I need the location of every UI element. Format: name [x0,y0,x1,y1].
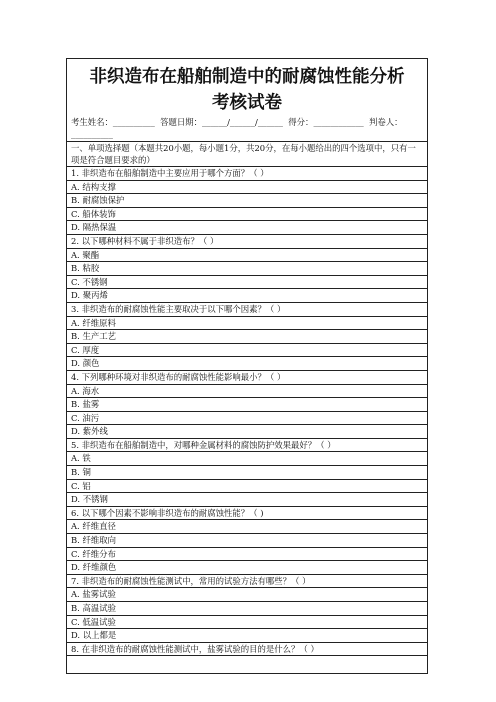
grader-label: 判卷人： [363,117,403,127]
candidate-info [67,116,427,142]
exam-title [67,64,427,116]
answer-option: D. 聚丙烯 [67,289,427,303]
name-blank: __________ [112,117,155,127]
answer-option: D. 紫外线 [67,425,427,439]
answer-option: D. 以上都是 [67,629,427,643]
answer-option: A. 聚酯 [67,249,427,263]
answer-option: D. 颜色 [67,357,427,371]
answer-option: B. 生产工艺 [67,330,427,344]
question-list [67,167,427,656]
question-stem: 1. 非织造布在船舶制造中主要应用于哪个方面？（ ） [67,167,427,181]
answer-option: C. 油污 [67,412,427,426]
answer-option: B. 纤维取向 [67,534,427,548]
answer-option: B. 耐腐蚀保护 [67,194,427,208]
answer-option: A. 海水 [67,385,427,399]
title-line-1: 非织造布在船舶制造中的耐腐蚀性能分析 [89,67,405,87]
answer-option: D. 隔热保温 [67,221,427,235]
answer-option: C. 不锈钢 [67,276,427,290]
question-stem: 3. 非织造布的耐腐蚀性能主要取决于以下哪个因素？（ ） [67,303,427,317]
answer-option: C. 厚度 [67,344,427,358]
question-stem: 7. 非织造布的耐腐蚀性能测试中，常用的试验方法有哪些？（ ） [67,575,427,589]
section-heading: 一、单项选择题（本题共20小题，每小题1分，共20分，在每小题给出的四个选项中，只有一项是符合题目要求的） [67,142,427,167]
answer-option: D. 不锈钢 [67,493,427,507]
grader-blank: __________ [71,129,113,139]
score-blank: ____________ [313,117,364,127]
title-line-2: 考核试卷 [212,93,282,113]
answer-option: A. 纤维原料 [67,317,427,331]
question-stem: 4. 下列哪种环境对非织造布的耐腐蚀性能影响最小？（ ） [67,371,427,385]
name-label: 考生姓名： [71,117,113,127]
answer-option: C. 低温试验 [67,616,427,630]
answer-option: A. 铁 [67,452,427,466]
answer-option: A. 盐雾试验 [67,588,427,602]
score-label: 得分： [282,117,314,127]
answer-option: C. 船体装饰 [67,208,427,222]
answer-option: D. 纤维颜色 [67,561,427,575]
answer-option: C. 铝 [67,480,427,494]
answer-option: C. 纤维分布 [67,548,427,562]
question-stem: 6. 以下哪个因素不影响非织造布的耐腐蚀性能？（ ) [67,507,427,521]
answer-option: A. 纤维直径 [67,520,427,534]
answer-option: B. 高温试验 [67,602,427,616]
exam-paper [66,58,428,674]
answer-option: B. 粘胶 [67,262,427,276]
date-blank: ______/______/______ [201,117,283,127]
answer-option: A. 结构支撑 [67,181,427,195]
question-stem: 8. 在非织造布的耐腐蚀性能测试中，盐雾试验的目的是什么？（ ） [67,643,427,657]
answer-option: B. 铜 [67,466,427,480]
answer-option: B. 盐雾 [67,398,427,412]
date-label: 答题日期： [154,117,202,127]
question-stem: 5. 非织造布在船舶制造中，对哪种金属材料的腐蚀防护效果最好？（ ） [67,439,427,453]
question-stem: 2. 以下哪种材料不属于非织造布？（ ） [67,235,427,249]
